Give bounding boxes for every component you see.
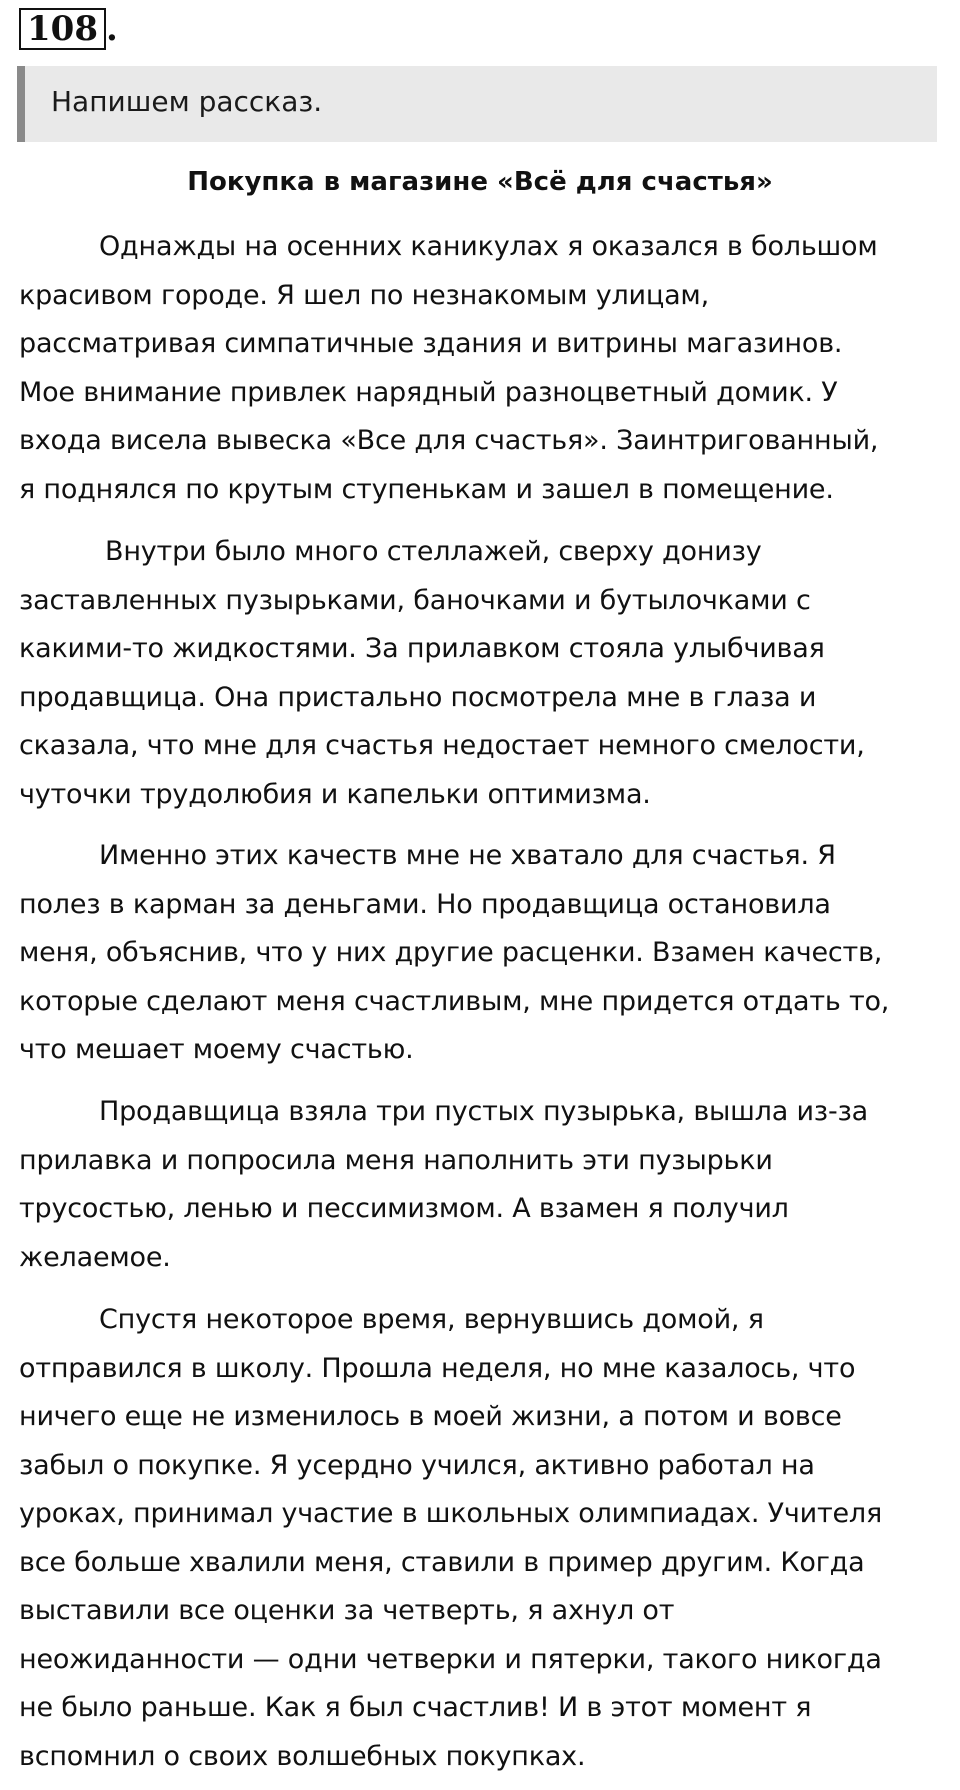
paragraph-line: уроках, принимал участие в школьных олимпиадах. Учителя [19, 1498, 883, 1529]
paragraph-5 [19, 1296, 949, 1781]
paragraph-line: трусостью, ленью и пессимизмом. А взамен я получил [19, 1193, 789, 1224]
paragraph-line: входа висела вывеска «Все для счастья». Заинтригованный, [19, 425, 879, 456]
paragraph-line: красивом городе. Я шел по незнакомым улицам, [19, 279, 709, 311]
paragraph-line: продавщица. Она пристально посмотрела мне в глаза и [19, 681, 817, 713]
paragraph-line: рассматривая симпатичные здания и витрины магазинов. [19, 328, 843, 359]
task-box [17, 66, 937, 142]
paragraph-line: забыл о покупке. Я усердно учился, активно работал на [19, 1449, 815, 1481]
exercise-number [19, 8, 118, 50]
paragraph-line: чуточки трудолюбия и капельки оптимизма. [19, 778, 651, 810]
paragraph-4 [19, 1088, 949, 1282]
paragraph-line: Продавщица взяла три пустых пузырька, вышла из-за [99, 1096, 868, 1127]
story-title: Покупка в магазине «Всё для счастья» [187, 167, 773, 197]
paragraph-line: заставленных пузырьками, баночками и бутылочками с [19, 584, 811, 616]
paragraph-3 [19, 832, 949, 1075]
paragraph-line: неожиданности — одни четверки и пятерки, такого никогда [19, 1643, 882, 1675]
paragraph-line: я поднялся по крутым ступенькам и зашел в помещение. [19, 473, 834, 505]
paragraph-line: Однажды на осенних каникулах я оказался в большом [99, 231, 878, 262]
paragraph-line: выставили все оценки за четверть, я ахнул от [19, 1595, 675, 1626]
paragraph-line: вспомнил о своих волшебных покупках. [19, 1740, 586, 1772]
exercise-number-suffix: . [105, 9, 118, 49]
paragraph-line: отправился в школу. Прошла неделя, но мне казалось, что [19, 1352, 856, 1384]
paragraph-line: Спустя некоторое время, вернувшись домой, я [99, 1304, 764, 1335]
paragraph-line: Мое внимание привлек нарядный разноцветный домик. У [19, 376, 838, 408]
paragraph-line: полез в карман за деньгами. Но продавщица остановила [19, 888, 831, 920]
paragraph-line: сказала, что мне для счастья недостает немного смелости, [19, 730, 865, 761]
paragraph-line: прилавка и попросила меня наполнить эти пузырьки [19, 1144, 773, 1176]
paragraph-line: Внутри было много стеллажей, сверху донизу [105, 536, 762, 567]
paragraph-line: желаемое. [19, 1241, 171, 1273]
paragraph-line: не было раньше. Как я был счастлив! И в этот момент я [19, 1692, 812, 1723]
task-text: Напишем рассказ. [51, 85, 323, 118]
paragraph-line: Именно этих качеств мне не хватало для счастья. Я [99, 840, 836, 871]
paragraph-line: что мешает моему счастью. [19, 1034, 414, 1065]
paragraph-1 [19, 223, 949, 514]
paragraph-line: все больше хвалили меня, ставили в пример другим. Когда [19, 1546, 865, 1578]
paragraph-line: ничего еще не изменилось в моей жизни, а потом и вовсе [19, 1401, 842, 1432]
paragraph-line: какими-то жидкостями. За прилавком стояла улыбчивая [19, 633, 825, 664]
paragraph-2 [19, 528, 949, 819]
exercise-number-box: 108 [19, 8, 106, 50]
paragraph-line: которые сделают меня счастливым, мне придется отдать то, [19, 985, 890, 1017]
paragraph-line: меня, объяснив, что у них другие расценки. Взамен качеств, [19, 937, 883, 968]
